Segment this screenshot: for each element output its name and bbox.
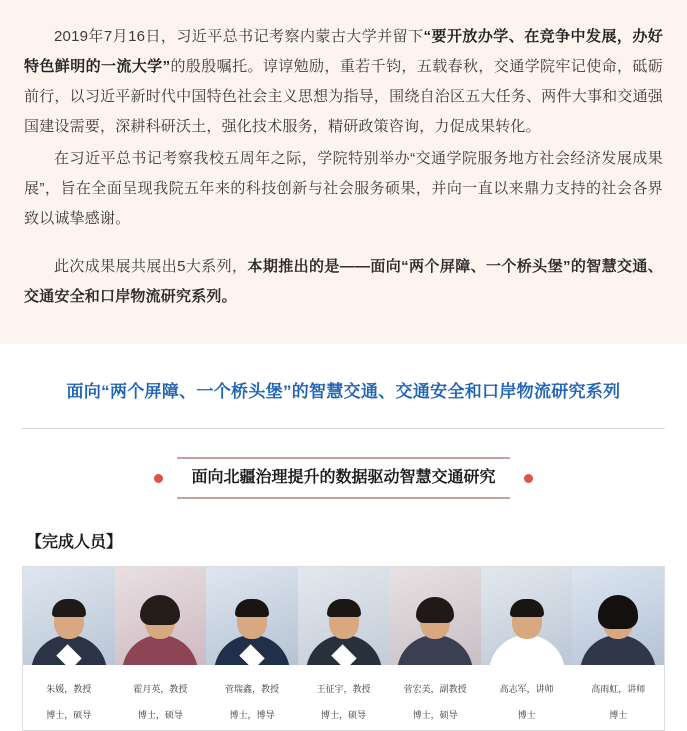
intro-paragraph-3 bbox=[24, 252, 663, 312]
member-caption bbox=[206, 665, 298, 730]
member-caption bbox=[572, 665, 664, 730]
member-card bbox=[206, 567, 298, 730]
members-label: 【完成人员】 bbox=[26, 534, 123, 551]
intro-p1-part-b: 的殷殷嘱托。谆谆勉励，重若千钧，五载春秋，交通学院牢记使命，砥砺前行，以习近平新时代中国特色社会主义思想为指导，围绕自治区五大任务、两件大事和交通强国建设需要，深耕科研沃土，强化技术服务，精研政策咨询，力促成果转化。 bbox=[24, 58, 663, 135]
member-detail: 博士 bbox=[517, 710, 536, 720]
member-name: 菅宏美，副教授 bbox=[403, 684, 467, 694]
member-card bbox=[298, 567, 390, 730]
bullet-dot-left-icon bbox=[154, 474, 163, 483]
bullet-dot-right-icon bbox=[524, 474, 533, 483]
intro-p3-highlight: 本期推出的是——面向“两个屏障、一个桥头堡”的智慧交通、交通安全和口岸物流研究系列。 bbox=[24, 258, 663, 305]
project-title: 面向北疆治理提升的数据驱动智慧交通研究 bbox=[177, 457, 509, 499]
member-card bbox=[481, 567, 573, 730]
project-title-row bbox=[0, 457, 687, 499]
member-card bbox=[572, 567, 664, 730]
member-portrait bbox=[572, 567, 664, 665]
intro-p2-part-a: 在习近平总书记考察我校五周年之际，学院特别举办 bbox=[54, 150, 411, 167]
intro-paragraph-2 bbox=[24, 144, 663, 234]
intro-p2-part-b: ，旨在全面呈现我院五年来的科技创新与社会服务硕果，并向一直以来鼎力支持的社会各界致以诚挚感谢。 bbox=[24, 180, 663, 227]
section-divider bbox=[22, 428, 665, 429]
member-card bbox=[389, 567, 481, 730]
member-name: 高雨虹，讲师 bbox=[591, 684, 646, 694]
member-portrait bbox=[206, 567, 298, 665]
member-portrait bbox=[298, 567, 390, 665]
portrait-hair bbox=[598, 595, 638, 629]
member-name: 王征宇，教授 bbox=[316, 684, 371, 694]
intro-p1-part-a: 2019年7月16日，习近平总书记考察内蒙古大学并留下 bbox=[54, 28, 424, 45]
member-card bbox=[115, 567, 207, 730]
member-portrait bbox=[115, 567, 207, 665]
member-detail: 博士，硕导 bbox=[321, 710, 367, 720]
member-detail: 博士，博导 bbox=[229, 710, 275, 720]
intro-p2-quote: “交通学院服务地方社会经济发展成果展” bbox=[24, 150, 663, 197]
series-title: 面向“两个屏障、一个桥头堡”的智慧交通、交通安全和口岸物流研究系列 bbox=[66, 382, 621, 401]
member-caption bbox=[389, 665, 481, 730]
member-portrait bbox=[481, 567, 573, 665]
portrait-hair bbox=[510, 599, 544, 617]
member-name: 霍月英，教授 bbox=[133, 684, 188, 694]
member-detail: 博士，硕导 bbox=[46, 710, 92, 720]
intro-p3-part-a: 此次成果展共展出5大系列， bbox=[54, 258, 248, 275]
member-detail: 博士，硕导 bbox=[137, 710, 183, 720]
portrait-hair bbox=[52, 599, 86, 617]
member-portrait bbox=[389, 567, 481, 665]
portrait-hair bbox=[327, 599, 361, 617]
intro-paragraph-1 bbox=[24, 22, 663, 142]
member-caption bbox=[481, 665, 573, 730]
member-caption bbox=[298, 665, 390, 730]
member-name: 朱媛，教授 bbox=[46, 684, 92, 694]
member-caption bbox=[23, 665, 115, 730]
intro-p1-quote: “要开放办学、在竞争中发展，办好特色鲜明的一流大学” bbox=[24, 28, 663, 75]
intro-section bbox=[0, 0, 687, 344]
member-name: 菅瑞鑫，教授 bbox=[224, 684, 279, 694]
members-photo-strip bbox=[22, 566, 665, 731]
portrait-hair bbox=[235, 599, 269, 617]
member-name: 高志军，讲师 bbox=[499, 684, 554, 694]
member-detail: 博士，硕导 bbox=[412, 710, 458, 720]
member-caption bbox=[115, 665, 207, 730]
member-card bbox=[23, 567, 115, 730]
member-portrait bbox=[23, 567, 115, 665]
member-detail: 博士 bbox=[609, 710, 628, 720]
